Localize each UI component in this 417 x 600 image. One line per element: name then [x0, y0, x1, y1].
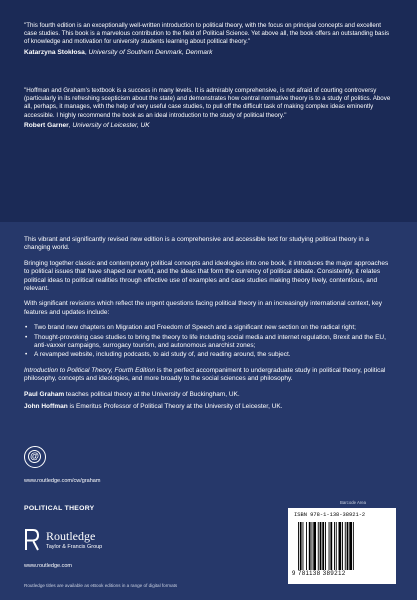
feature-item: • A revamped website, including podcasts, to aid study of, and reading around, the subject. — [24, 351, 394, 359]
quote-text: "This fourth edition is an exceptionally well-written introduction to political theory, with the focus on principal concepts and excellent case studies. This book is a marvelous contribution to the field of Political Science. Yet above all, the book offers an outstanding basis of knowledge and motivation for university students learning about political theory." — [24, 22, 390, 46]
barcode-bar — [334, 522, 335, 570]
publisher-name: Routledge — [46, 529, 96, 543]
subject-category: POLITICAL THEORY — [24, 505, 95, 512]
barcode-bar — [318, 522, 319, 570]
barcode-bar — [353, 522, 354, 570]
barcode-bar — [330, 522, 332, 570]
feature-item: • Thought-provoking case studies to bring the theory to life including social media and internet regulation, Brexit and the EU, anti-vaxxer campaigns, surrogacy tourism, and autonomous anarchist zones; — [24, 334, 394, 351]
quote-author: Katarzyna Stokłosa — [24, 48, 85, 56]
endorsement-quote — [24, 22, 394, 57]
barcode-bar — [300, 522, 302, 570]
barcode-bars — [296, 522, 390, 570]
description-paragraph: With significant revisions which reflect the urgent questions facing political theory in an increasingly international context, key features and updates include: — [24, 300, 383, 316]
description-paragraph — [24, 367, 394, 384]
barcode-bar — [309, 522, 311, 570]
quote-author: Robert Garner — [24, 121, 69, 129]
barcode-bar — [320, 522, 322, 570]
description-paragraph: This vibrant and significantly revised new edition is a comprehensive and accessible text for studying political theory in a changing world. — [24, 236, 370, 252]
at-symbol: @ — [30, 451, 39, 461]
routledge-r-icon — [24, 528, 40, 552]
feature-item: • Two brand new chapters on Migration and Freedom of Speech and a significant new section on the radical right; — [24, 324, 394, 332]
barcode — [288, 508, 396, 584]
quote-attribution: Robert Garner, University of Leicester, UK — [24, 121, 150, 129]
description-text: is the perfect accompaniment to undergraduate study in political theory, political philosophy, concepts and ideologies, and more broadly to the social sciences and philosophy. — [24, 366, 386, 383]
barcode-bar — [325, 522, 326, 570]
author-bio-text: is Emeritus Professor of Political Theory at the University of Leicester, UK. — [67, 403, 283, 411]
author-name: Paul Graham — [24, 390, 65, 398]
barcode-bar — [322, 522, 324, 570]
author-bio-text: teaches political theory at the University of Buckingham, UK. — [64, 390, 240, 398]
barcode-number: 9 781138 389212 — [292, 571, 346, 577]
barcode-bar — [329, 522, 330, 570]
book-title: Introduction to Political Theory, Fourth Edition — [24, 366, 156, 374]
barcode-bar — [312, 522, 313, 570]
companion-website-icon — [24, 446, 46, 468]
publisher-logo — [24, 528, 184, 558]
quote-text: "Hoffman and Graham's textbook is a success in many levels. It is admirably comprehensive, is not afraid of courting controversy (particularly in its refreshing scepticism about the state) and demonstrates how central normative theory is to a study of politics. Above all, perhaps, it manages, with the help of very useful case studies, to pull off the difficult task of making complex ideas eminently accessible. I highly recommend the book as an ideal introduction to the study of political theory." — [24, 87, 391, 119]
barcode-bar — [349, 522, 352, 570]
barcode-bar — [347, 522, 349, 570]
barcode-area-label: Barcode Area — [340, 500, 367, 505]
features-list — [24, 324, 394, 360]
barcode-bar — [342, 522, 343, 570]
isbn: ISBN 978-1-138-38921-2 — [294, 512, 366, 518]
author-name: John Hoffman — [24, 403, 68, 411]
description-paragraph: Bringing together classic and contemporary political concepts and ideologies into one book, it introduces the major approaches to political issues that have shaped our world, and the ideas that form the currency of political debate. Consistently, it relates political ideas to political realities through effective use of examples and case studies making theory lively, contentious, and relevant. — [24, 259, 389, 293]
endorsements-panel — [0, 0, 417, 222]
book-description — [24, 236, 394, 416]
author-bio — [24, 403, 394, 411]
companion-website-url[interactable]: www.routledge.com/cw/graham — [24, 478, 101, 484]
barcode-bar — [298, 522, 299, 570]
barcode-bar — [345, 522, 346, 570]
barcode-bar — [336, 522, 337, 570]
quote-affiliation: University of Southern Denmark, Denmark — [88, 48, 213, 56]
barcode-bar — [306, 522, 307, 570]
author-bio — [24, 391, 394, 399]
barcode-bar — [303, 522, 304, 570]
publisher-url[interactable]: www.routledge.com — [24, 563, 72, 569]
quote-affiliation: University of Leicester, UK — [72, 121, 150, 129]
endorsement-quote — [24, 87, 394, 130]
publisher-group: Taylor & Francis Group — [46, 544, 103, 550]
ebook-note: Routledge titles are available as eBook editions in a range of digital formats — [24, 583, 178, 588]
barcode-bar — [313, 522, 316, 570]
barcode-bar — [339, 522, 342, 570]
quote-attribution: Katarzyna Stokłosa, University of Southern Denmark, Denmark — [24, 48, 213, 56]
